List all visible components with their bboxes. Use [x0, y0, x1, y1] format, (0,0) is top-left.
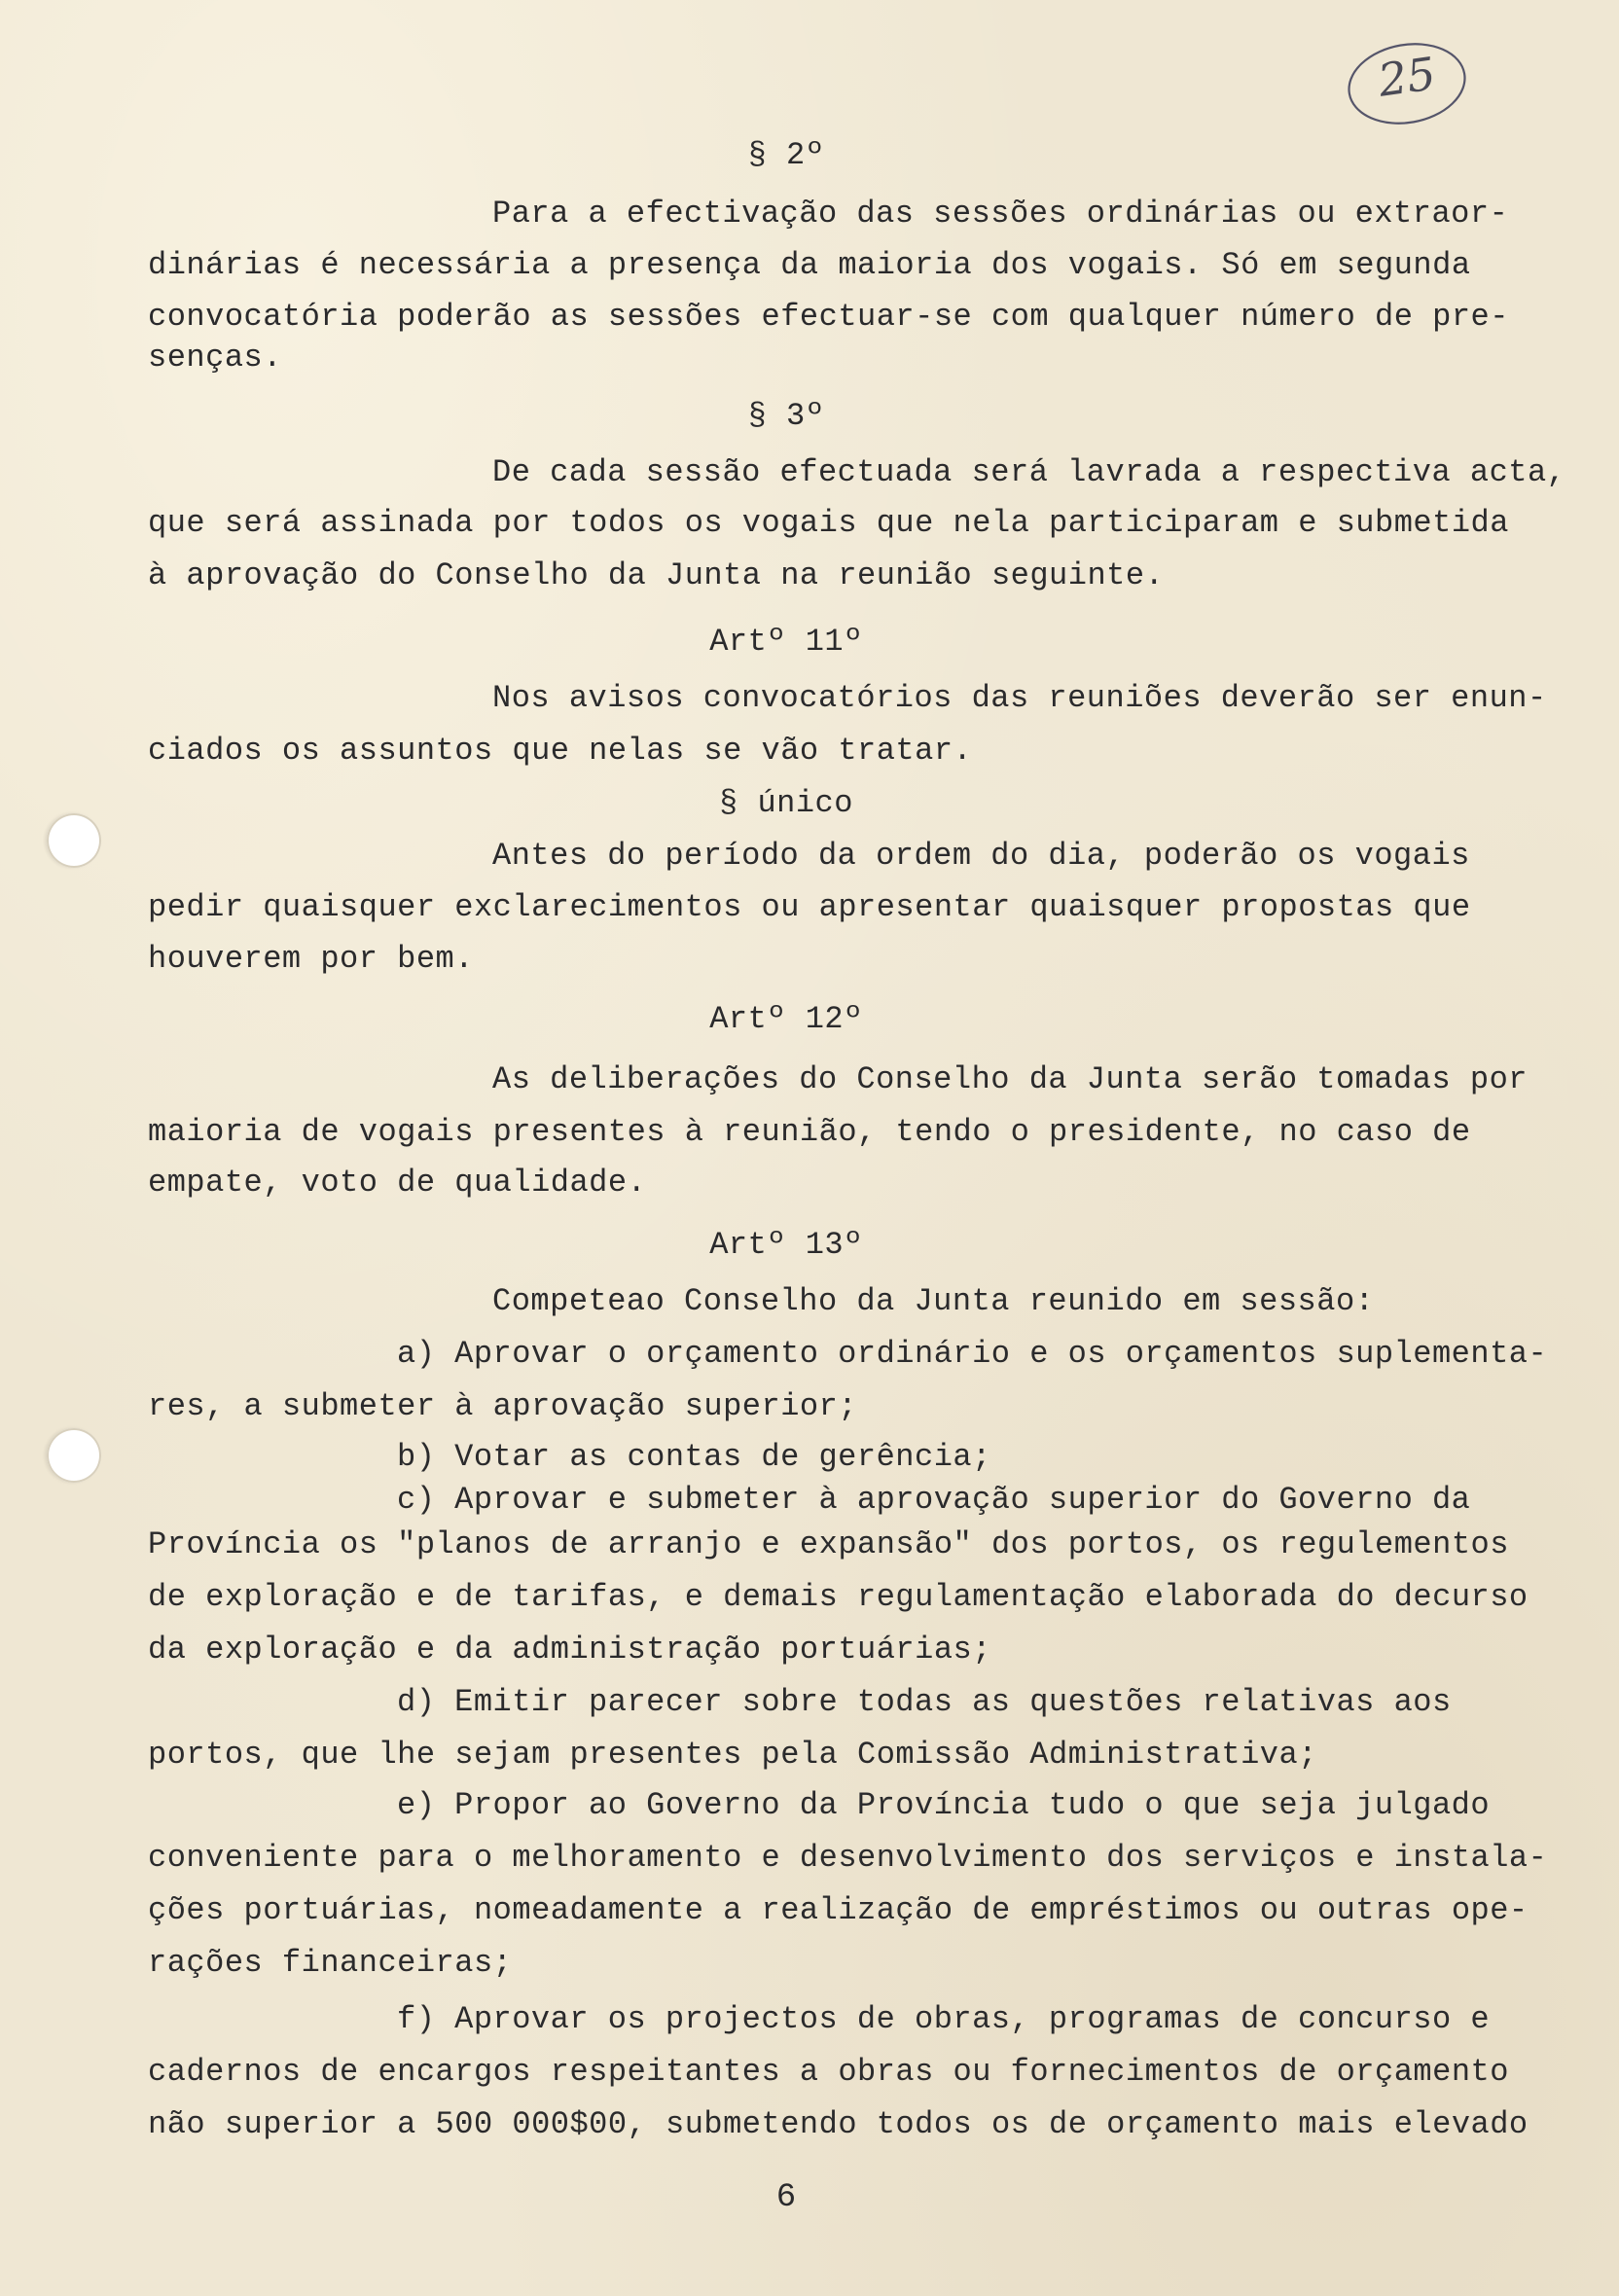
section-heading: Artº 13º — [709, 1227, 863, 1263]
section-heading: Artº 12º — [709, 1001, 863, 1037]
text-line: cadernos de encargos respeitantes a obras ou fornecimentos de orçamento — [148, 2054, 1509, 2090]
text-line: a) Aprovar o orçamento ordinário e os orçamentos suplementa- — [397, 1336, 1548, 1372]
text-line: ciados os assuntos que nelas se vão tratar. — [148, 733, 973, 769]
section-heading: § 2º — [747, 137, 825, 173]
text-line: ções portuárias, nomeadamente a realização de empréstimos ou outras ope- — [148, 1892, 1529, 1928]
text-line: portos, que lhe sejam presentes pela Comissão Administrativa; — [148, 1737, 1317, 1773]
text-line: que será assinada por todos os vogais que nela participaram e submetida — [148, 505, 1509, 541]
text-line: As deliberações do Conselho da Junta serão tomadas por — [492, 1061, 1528, 1097]
folio-stamp — [1343, 37, 1471, 130]
text-line: não superior a 500 000$00, submetendo todos os de orçamento mais elevado — [148, 2106, 1529, 2142]
text-line: f) Aprovar os projectos de obras, programas de concurso e — [397, 2001, 1491, 2037]
section-heading: Artº 11º — [709, 624, 863, 660]
text-line: pedir quaisquer exclarecimentos ou apresentar quaisquer propostas que — [148, 889, 1471, 925]
text-line: De cada sessão efectuada será lavrada a respectiva acta, — [492, 454, 1566, 490]
text-line: maioria de vogais presentes à reunião, tendo o presidente, no caso de — [148, 1114, 1471, 1150]
folio-number: 25 — [1375, 47, 1439, 107]
text-line: Província os "planos de arranjo e expansão" dos portos, os regulementos — [148, 1526, 1509, 1562]
text-line: houverem por bem. — [148, 941, 474, 977]
text-line: senças. — [148, 340, 282, 376]
section-heading: § único — [719, 785, 853, 821]
section-heading: § 3º — [747, 398, 825, 434]
text-line: rações financeiras; — [148, 1945, 513, 1981]
text-line: res, a submeter à aprovação superior; — [148, 1388, 858, 1424]
text-line: de exploração e de tarifas, e demais regulamentação elaborada do decurso — [148, 1579, 1529, 1615]
punch-hole-lower — [47, 1428, 101, 1483]
text-line: Nos avisos convocatórios das reuniões deverão ser enun- — [492, 680, 1547, 716]
text-line: da exploração e da administração portuárias; — [148, 1632, 991, 1668]
text-line: d) Emitir parecer sobre todas as questões relativas aos — [397, 1684, 1452, 1720]
text-line: c) Aprovar e submeter à aprovação superior do Governo da — [397, 1482, 1471, 1518]
text-line: b) Votar as contas de gerência; — [397, 1439, 991, 1475]
text-line: convocatória poderão as sessões efectuar-se com qualquer número de pre- — [148, 299, 1509, 335]
text-line: empate, voto de qualidade. — [148, 1165, 647, 1201]
text-line: Para a efectivação das sessões ordinárias ou extraor- — [492, 196, 1509, 232]
text-line: Antes do período da ordem do dia, poderão os vogais — [492, 838, 1470, 874]
text-line: dinárias é necessária a presença da maioria dos vogais. Só em segunda — [148, 247, 1471, 283]
text-line: Competeao Conselho da Junta reunido em sessão: — [492, 1283, 1375, 1319]
text-line: à aprovação do Conselho da Junta na reunião seguinte. — [148, 557, 1165, 593]
page-number: 6 — [775, 2179, 797, 2216]
text-line: e) Propor ao Governo da Província tudo o que seja julgado — [397, 1787, 1491, 1823]
text-line: conveniente para o melhoramento e desenvolvimento dos serviços e instala- — [148, 1840, 1548, 1876]
